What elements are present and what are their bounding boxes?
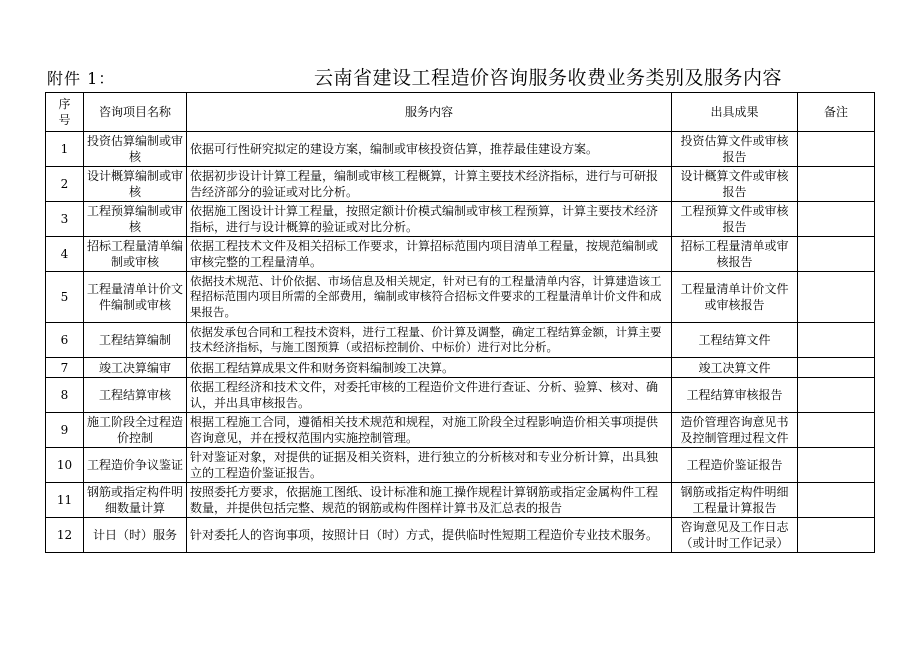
header-no: 序号	[46, 93, 84, 132]
header-remark: 备注	[798, 93, 875, 132]
document-title: 云南省建设工程造价咨询服务收费业务类别及服务内容	[314, 67, 783, 89]
row-result: 咨询意见及工作日志（或计时工作记录）	[672, 518, 798, 553]
table-row	[46, 272, 875, 323]
row-no: 3	[46, 202, 84, 237]
row-content: 依据可行性研究拟定的建设方案，编制或审核投资估算，推荐最佳建设方案。	[187, 132, 672, 167]
row-no: 11	[46, 483, 84, 518]
row-result: 投资估算文件或审核报告	[672, 132, 798, 167]
row-item: 工程造价争议鉴证	[84, 448, 187, 483]
row-content: 依据工程结算成果文件和财务资料编制竣工决算。	[187, 358, 672, 378]
row-content: 针对鉴证对象，对提供的证据及相关资料，进行独立的分析核对和专业分析计算，出具独立的工程造价鉴证报告。	[187, 448, 672, 483]
row-item: 招标工程量清单编制或审核	[84, 237, 187, 272]
row-content: 依据施工图设计计算工程量，按照定额计价模式编制或审核工程预算，计算主要技术经济指标，进行与设计概算的验证或对比分析。	[187, 202, 672, 237]
table-row	[46, 202, 875, 237]
service-table	[45, 92, 875, 553]
row-remark	[798, 167, 875, 202]
table-row	[46, 132, 875, 167]
attachment-label: 附件 1：	[47, 69, 116, 88]
table-row	[46, 358, 875, 378]
row-result: 工程量清单计价文件或审核报告	[672, 272, 798, 323]
row-remark	[798, 483, 875, 518]
table-row	[46, 323, 875, 358]
row-item: 工程结算审核	[84, 378, 187, 413]
row-content: 依据发承包合同和工程技术资料，进行工程量、价计算及调整，确定工程结算金额，计算主要技术经济指标，与施工图预算（或招标控制价、中标价）进行对比分析。	[187, 323, 672, 358]
row-result: 工程造价鉴证报告	[672, 448, 798, 483]
row-no: 1	[46, 132, 84, 167]
row-no: 5	[46, 272, 84, 323]
row-remark	[798, 132, 875, 167]
row-content: 按照委托方要求，依据施工图纸、设计标准和施工操作规程计算钢筋或指定金属构件工程数量，并提供包括完整、规范的钢筋或构件图样计算书及汇总表的报告	[187, 483, 672, 518]
row-item: 竣工决算编审	[84, 358, 187, 378]
row-result: 工程预算文件或审核报告	[672, 202, 798, 237]
row-remark	[798, 272, 875, 323]
table-row	[46, 167, 875, 202]
row-remark	[798, 237, 875, 272]
header-result: 出具成果	[672, 93, 798, 132]
row-content: 根据工程施工合同，遵循相关技术规范和规程，对施工阶段全过程影响造价相关事项提供咨询意见，并在授权范围内实施控制管理。	[187, 413, 672, 448]
row-remark	[798, 378, 875, 413]
row-result: 工程结算审核报告	[672, 378, 798, 413]
row-result: 钢筋或指定构件明细工程量计算报告	[672, 483, 798, 518]
table-row	[46, 378, 875, 413]
header-content: 服务内容	[187, 93, 672, 132]
row-result: 竣工决算文件	[672, 358, 798, 378]
table-row	[46, 237, 875, 272]
row-item: 工程结算编制	[84, 323, 187, 358]
row-item: 投资估算编制或审核	[84, 132, 187, 167]
table-row	[46, 518, 875, 553]
table-header-row	[46, 93, 875, 132]
row-item: 工程量清单计价文件编制或审核	[84, 272, 187, 323]
row-no: 8	[46, 378, 84, 413]
row-remark	[798, 448, 875, 483]
row-no: 6	[46, 323, 84, 358]
row-item: 工程预算编制或审核	[84, 202, 187, 237]
row-item: 计日（时）服务	[84, 518, 187, 553]
row-no: 7	[46, 358, 84, 378]
row-content: 依据工程经济和技术文件，对委托审核的工程造价文件进行查证、分析、验算、核对、确认，并出具审核报告。	[187, 378, 672, 413]
row-remark	[798, 202, 875, 237]
row-no: 2	[46, 167, 84, 202]
row-content: 依据初步设计计算工程量，编制或审核工程概算，计算主要技术经济指标，进行与可研报告经济部分的验证或对比分析。	[187, 167, 672, 202]
row-content: 依据技术规范、计价依据、市场信息及相关规定，针对已有的工程量清单内容，计算建造该工程招标范围内项目所需的全部费用，编制或审核符合招标文件要求的工程量清单计价文件和成果报告。	[187, 272, 672, 323]
table-row	[46, 413, 875, 448]
row-item: 钢筋或指定构件明细数量计算	[84, 483, 187, 518]
row-no: 9	[46, 413, 84, 448]
row-result: 工程结算文件	[672, 323, 798, 358]
row-remark	[798, 358, 875, 378]
row-no: 12	[46, 518, 84, 553]
header-item: 咨询项目名称	[84, 93, 187, 132]
row-result: 设计概算文件或审核报告	[672, 167, 798, 202]
row-content: 针对委托人的咨询事项，按照计日（时）方式，提供临时性短期工程造价专业技术服务。	[187, 518, 672, 553]
row-item: 设计概算编制或审核	[84, 167, 187, 202]
row-remark	[798, 518, 875, 553]
row-item: 施工阶段全过程造价控制	[84, 413, 187, 448]
row-remark	[798, 413, 875, 448]
row-remark	[798, 323, 875, 358]
row-result: 造价管理咨询意见书及控制管理过程文件	[672, 413, 798, 448]
row-no: 10	[46, 448, 84, 483]
row-no: 4	[46, 237, 84, 272]
table-row	[46, 448, 875, 483]
row-result: 招标工程量清单或审核报告	[672, 237, 798, 272]
row-content: 依据工程技术文件及相关招标工作要求，计算招标范围内项目清单工程量，按规范编制或审核完整的工程量清单。	[187, 237, 672, 272]
table-row	[46, 483, 875, 518]
